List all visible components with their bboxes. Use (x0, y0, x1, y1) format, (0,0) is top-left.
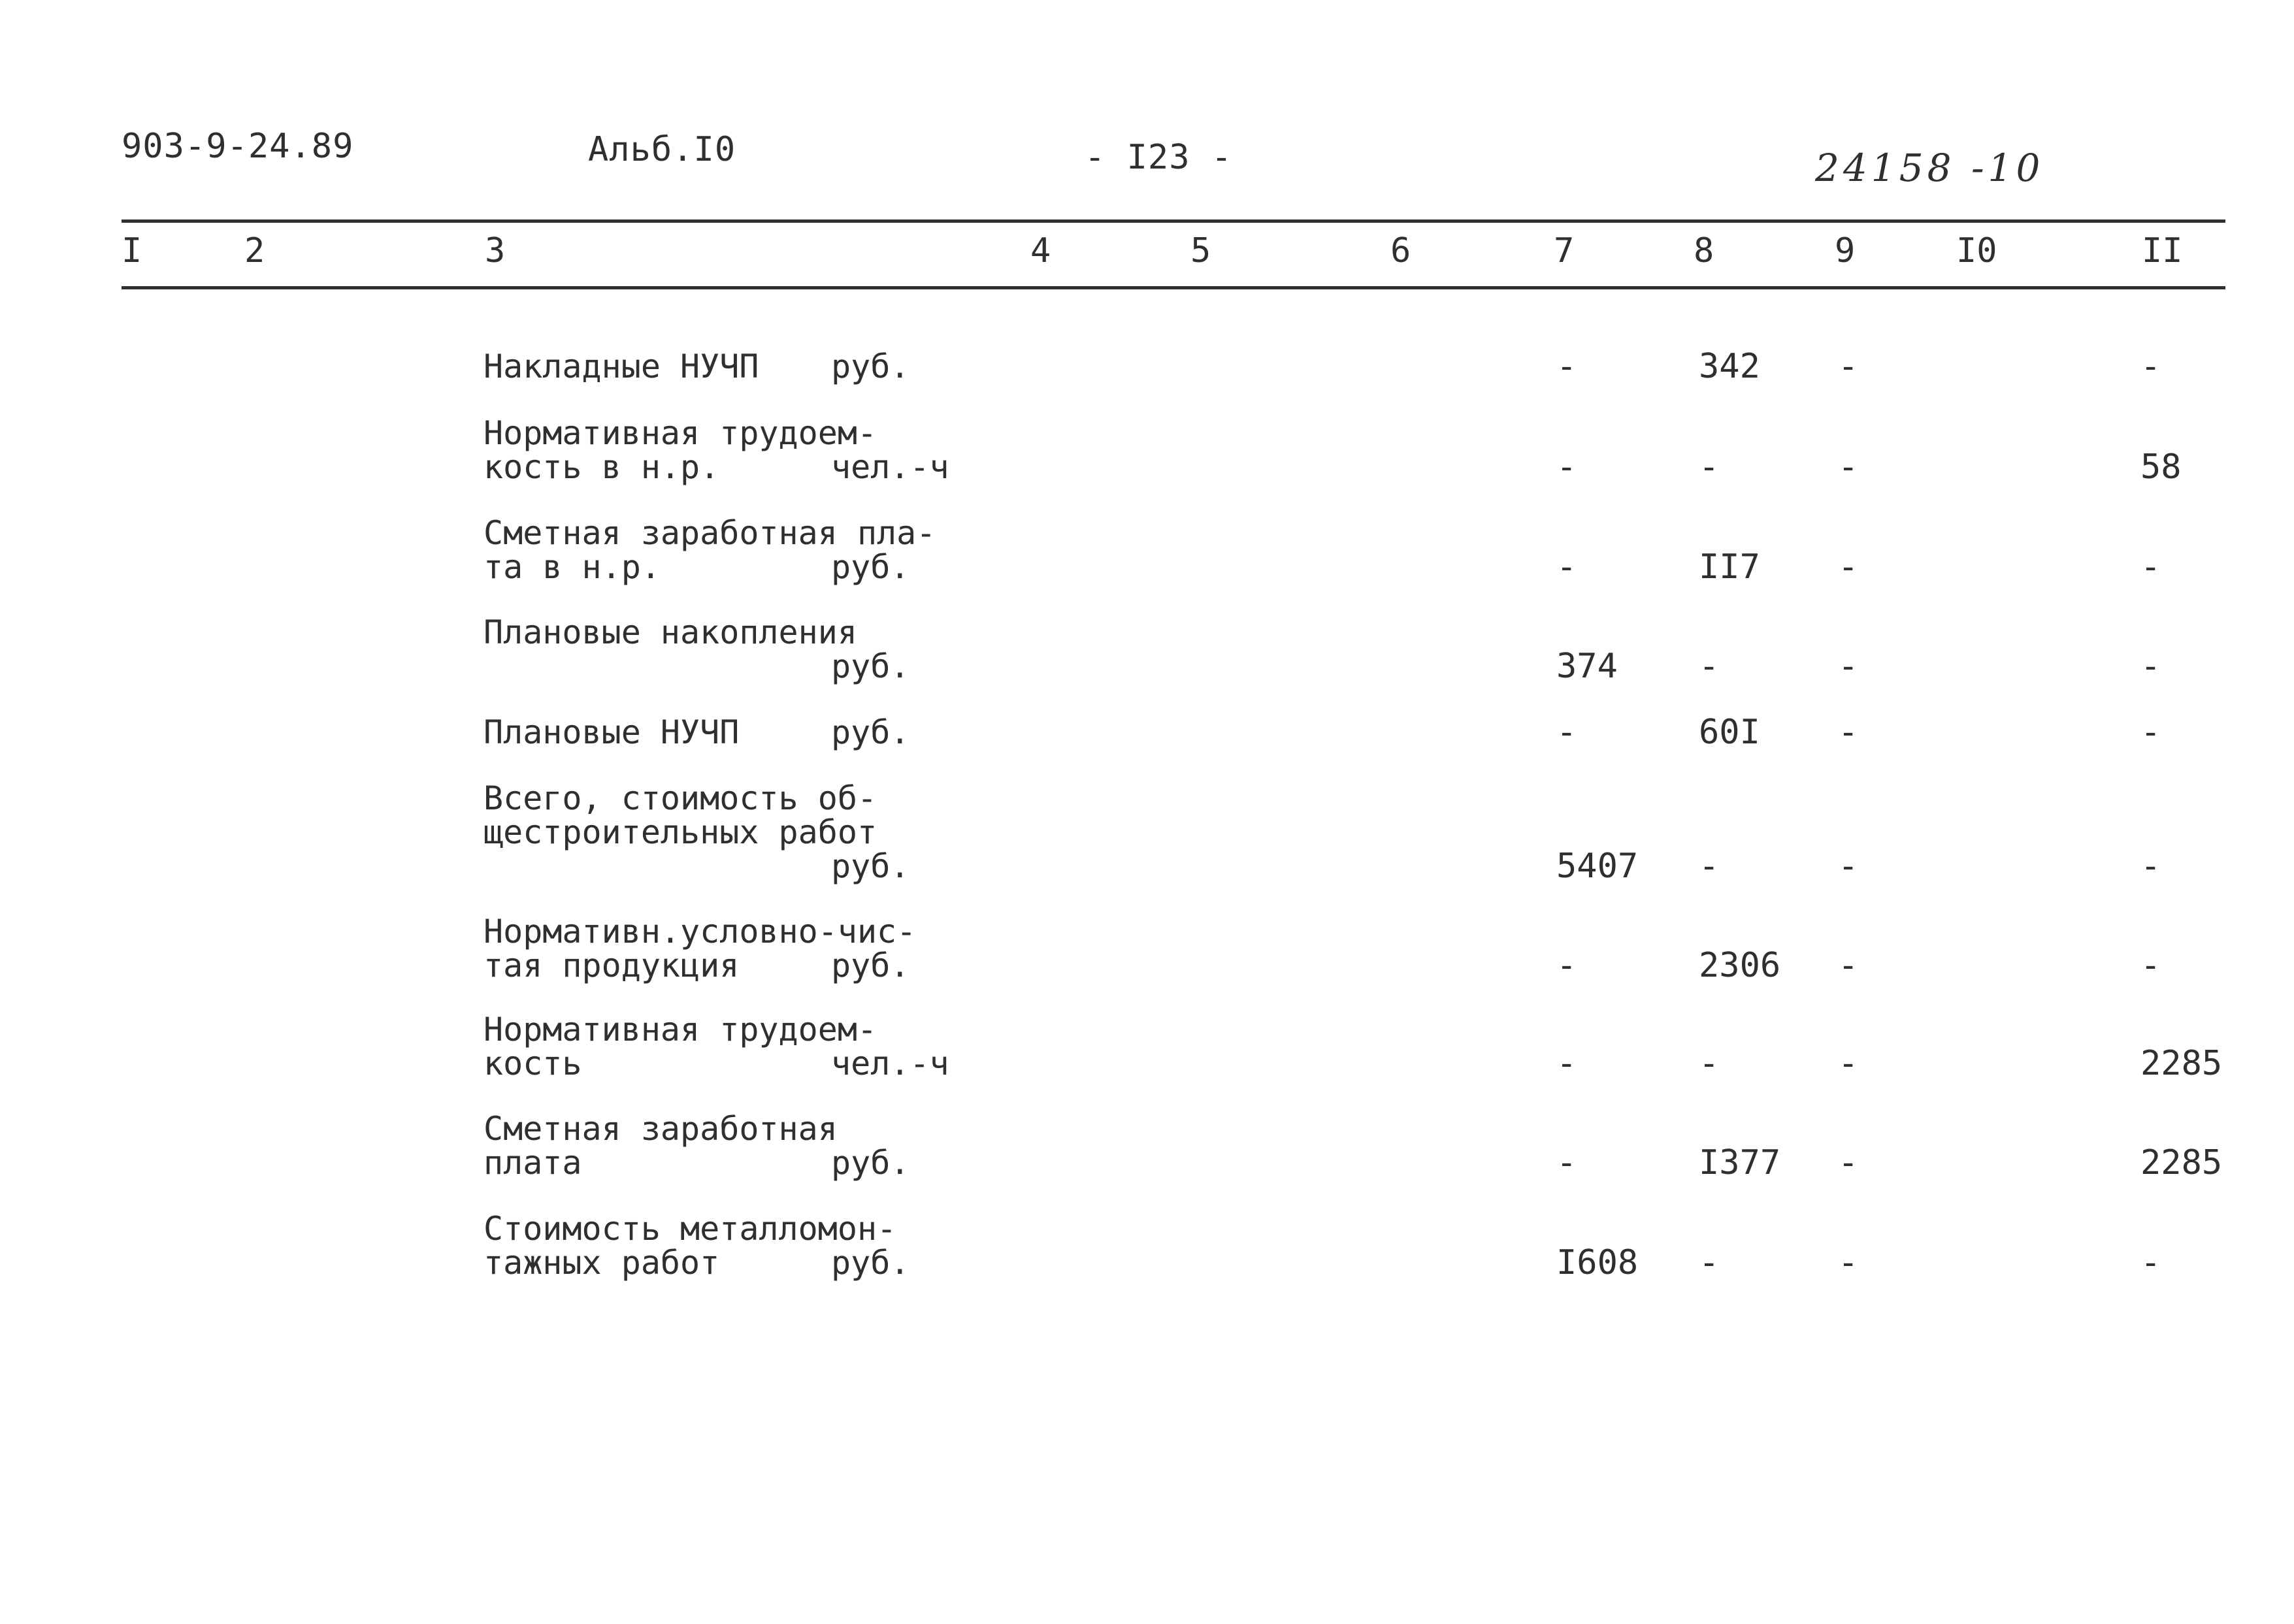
row-value-col8: - (1699, 647, 1720, 686)
row-label-continued: тая продукция (483, 947, 740, 984)
row-label: Накладные НУЧП (483, 348, 759, 385)
row-unit: руб. (831, 1244, 910, 1282)
row-value-col8: 2306 (1699, 946, 1781, 985)
row-label-continued: плата (483, 1144, 582, 1182)
row-value-col9: - (1838, 946, 1859, 985)
column-number-3: 3 (485, 231, 506, 270)
row-value-col9: - (1838, 647, 1859, 686)
album-number: Альб.I0 (588, 130, 736, 169)
row-label-continued: тажных работ (483, 1244, 720, 1282)
row-value-col8: II7 (1699, 547, 1760, 587)
row-value-col8: I377 (1699, 1143, 1781, 1182)
column-number-8: 8 (1694, 231, 1714, 270)
column-number-11: II (2142, 231, 2183, 270)
row-value-col7: - (1556, 713, 1577, 752)
row-unit: руб. (831, 1144, 910, 1182)
row-label: Нормативная трудоем- (483, 1011, 877, 1048)
row-value-col7: - (1556, 547, 1577, 587)
row-label-continued: та в н.р. (483, 548, 661, 586)
row-value-col8: 60I (1699, 713, 1760, 752)
row-value-col9: - (1838, 847, 1859, 886)
row-unit: чел.-ч (831, 1045, 949, 1082)
row-value-col9: - (1838, 547, 1859, 587)
row-value-col8: - (1699, 847, 1720, 886)
row-value-col7: 374 (1556, 647, 1618, 686)
row-label: Стоимость металломон- (483, 1210, 897, 1248)
row-value-col11: 2285 (2140, 1143, 2223, 1182)
row-value-col9: - (1838, 347, 1859, 386)
row-value-col11: - (2140, 647, 2161, 686)
row-label: Нормативная трудоем- (483, 414, 877, 452)
row-unit: руб. (831, 548, 910, 586)
row-unit: руб. (831, 713, 910, 751)
row-value-col9: - (1838, 447, 1859, 487)
row-value-col7: 5407 (1556, 847, 1639, 886)
row-value-col7: - (1556, 1143, 1577, 1182)
column-number-10: I0 (1956, 231, 1997, 270)
row-value-col7: - (1556, 946, 1577, 985)
row-value-col9: - (1838, 1143, 1859, 1182)
row-value-col11: - (2140, 1243, 2161, 1282)
row-value-col7: - (1556, 1044, 1577, 1083)
row-value-col8: - (1699, 1044, 1720, 1083)
row-label: Всего, стоимость об- (483, 779, 877, 817)
row-value-col8: - (1699, 1243, 1720, 1282)
row-value-col8: - (1699, 447, 1720, 487)
row-label: Плановые НУЧП (483, 713, 740, 751)
column-number-6: 6 (1390, 231, 1411, 270)
row-label-continued: кость (483, 1045, 582, 1082)
row-unit: руб. (831, 947, 910, 984)
row-value-col11: - (2140, 713, 2161, 752)
row-unit: руб. (831, 348, 910, 385)
row-value-col7: I608 (1556, 1243, 1639, 1282)
row-value-col11: - (2140, 547, 2161, 587)
row-unit: руб. (831, 647, 910, 685)
document-code: 903-9-24.89 (122, 127, 354, 166)
row-value-col7: - (1556, 347, 1577, 386)
column-number-2: 2 (244, 231, 265, 270)
row-value-col9: - (1838, 1243, 1859, 1282)
row-value-col11: 2285 (2140, 1044, 2223, 1083)
column-number-7: 7 (1554, 231, 1575, 270)
row-value-col11: - (2140, 946, 2161, 985)
header-top-rule (122, 219, 2225, 223)
row-label: Плановые накопления (483, 613, 857, 651)
column-number-5: 5 (1190, 231, 1211, 270)
row-unit: чел.-ч (831, 448, 949, 486)
row-value-col11: - (2140, 347, 2161, 386)
column-number-4: 4 (1030, 231, 1051, 270)
row-value-col8: 342 (1699, 347, 1760, 386)
handwritten-number: 24158 -10 (1815, 146, 2044, 190)
row-value-col7: - (1556, 447, 1577, 487)
page-number: - I23 - (1085, 138, 1233, 177)
column-number-1: I (122, 231, 142, 270)
row-label: Нормативн.условно-чис- (483, 913, 917, 950)
row-unit: руб. (831, 847, 910, 885)
column-number-9: 9 (1835, 231, 1856, 270)
row-label: Сметная заработная пла- (483, 514, 936, 552)
row-label-continued: кость в н.р. (483, 448, 720, 486)
row-value-col11: 58 (2140, 447, 2182, 487)
row-value-col11: - (2140, 847, 2161, 886)
header-bottom-rule (122, 286, 2225, 289)
row-label-continued: щестроительных работ (483, 813, 877, 851)
row-value-col9: - (1838, 713, 1859, 752)
row-value-col9: - (1838, 1044, 1859, 1083)
row-label: Сметная заработная (483, 1110, 838, 1148)
